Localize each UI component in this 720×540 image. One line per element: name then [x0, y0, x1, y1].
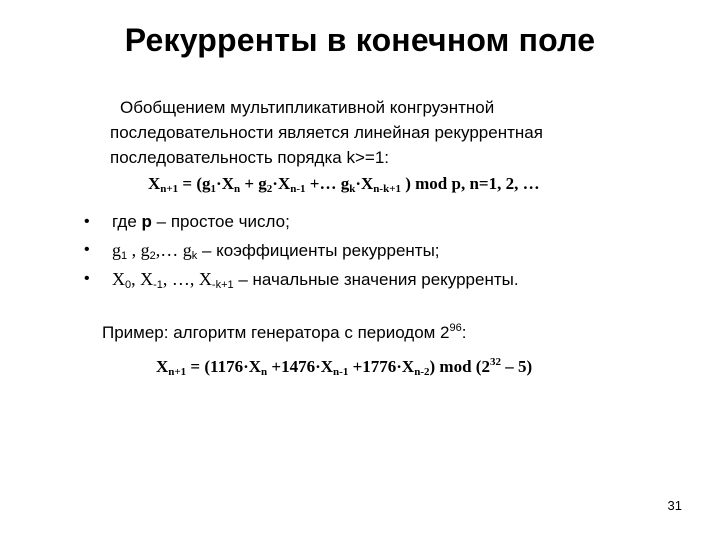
list-item-text: – коэффициенты рекурренты; [197, 241, 440, 260]
symbol-x: , X [131, 269, 154, 289]
formula-term: – 5) [500, 357, 533, 376]
formula-term: ·X [272, 174, 291, 193]
formula-subscript: k [349, 183, 356, 195]
formula-term: ·X [355, 174, 374, 193]
slide-title: Рекурренты в конечном поле [124, 22, 596, 58]
example-label: Пример: алгоритм генератора с периодом 2 [102, 323, 450, 342]
list-item-p [82, 208, 682, 236]
intro-line-3: последовательность порядка k>=1: [110, 148, 389, 167]
formula-term: ) mod (2 [429, 357, 490, 376]
symbol-x: , …, X [162, 269, 212, 289]
symbol-p: p [141, 212, 152, 231]
formula-subscript: n+1 [160, 183, 179, 195]
formula-term: = (1176·X [186, 357, 262, 376]
bullet-icon: • [84, 213, 90, 230]
symbol-g: ,… g [155, 240, 192, 260]
intro-line-2: последовательности является линейная рекуррентная [110, 123, 543, 142]
formula-subscript: n-1 [290, 183, 306, 195]
formula-subscript: 1 [210, 183, 217, 195]
formula-term: + g [240, 174, 267, 193]
bullet-icon: • [84, 241, 90, 258]
list-item-text: где [112, 212, 142, 231]
formula-term: ) mod p, n=1, 2, … [400, 174, 540, 193]
formula-subscript: n-1 [333, 366, 349, 378]
formula-subscript: -k+1 [211, 279, 234, 291]
list-item-text: – простое число; [151, 212, 290, 231]
formula-term: +1776·X [348, 357, 415, 376]
symbol-g: g [112, 240, 121, 260]
page-number: 31 [667, 498, 682, 513]
list-item-initial-values [82, 265, 682, 294]
formula-term: ·X [216, 174, 234, 193]
formula-term: +… g [305, 174, 350, 193]
definitions-list [82, 208, 682, 294]
example-colon: : [461, 323, 467, 342]
symbol-g: , g [127, 240, 150, 260]
formula-subscript: n-2 [414, 366, 430, 378]
list-item-text: – начальные значения рекурренты. [233, 270, 519, 289]
recurrence-formula [148, 174, 540, 194]
intro-paragraph [110, 95, 670, 170]
formula-term: = (g [178, 174, 211, 193]
formula-subscript: k [191, 250, 198, 262]
symbol-x: X [112, 269, 125, 289]
bullet-icon: • [84, 270, 90, 287]
formula-term: +1476·X [267, 357, 334, 376]
formula-subscript: n+1 [168, 366, 187, 378]
formula-superscript: 32 [489, 356, 501, 368]
formula-subscript: n [233, 183, 241, 195]
intro-line-1: Обобщением мультипликативной конгруэнтной [120, 98, 495, 117]
formula-subscript: 2 [149, 250, 156, 262]
formula-subscript: n [261, 366, 268, 378]
example-text [102, 323, 467, 343]
formula-term: X [148, 174, 161, 193]
formula-term: X [156, 357, 169, 376]
formula-subscript: 2 [266, 183, 273, 195]
formula-subscript: 1 [121, 250, 128, 262]
generator-formula [156, 357, 532, 377]
list-item-coefficients [82, 236, 682, 265]
formula-subscript: 0 [125, 279, 132, 291]
formula-subscript: -1 [153, 279, 163, 291]
formula-superscript: 96 [449, 322, 462, 334]
formula-subscript: n-k+1 [373, 183, 401, 195]
